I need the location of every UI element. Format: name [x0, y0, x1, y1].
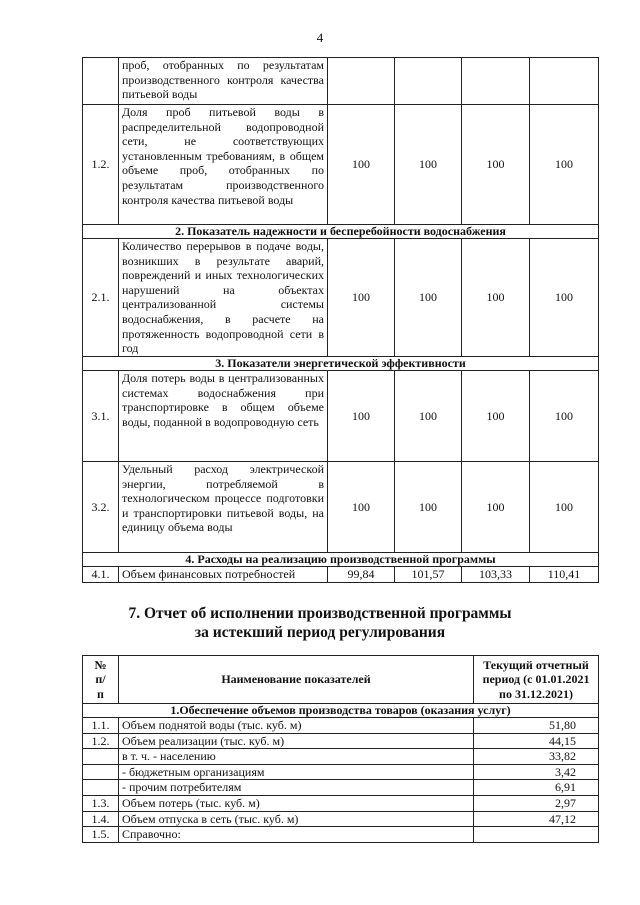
indicator-name: Доля потерь воды в централизованных системах водоснабжения при транспортировке в общем объеме воды, поданной в водопроводную сеть [119, 371, 328, 462]
indicator-name: Объем отпуска в сеть (тыс. куб. м) [119, 811, 474, 827]
value-cell [395, 58, 462, 105]
value-cell: 103,33 [462, 567, 530, 583]
value-cell: 100 [462, 239, 530, 357]
table-row [83, 811, 599, 827]
value-cell: 3,42 [474, 764, 599, 780]
row-number: 3.2. [83, 462, 119, 553]
section-heading: 1.Обеспечение объемов производства товаров (оказания услуг) [83, 704, 599, 718]
value-cell: 6,91 [474, 780, 599, 796]
row-number: 1.2. [83, 733, 119, 749]
header-row [83, 656, 599, 704]
row-number: 1.1. [83, 718, 119, 734]
report-title-line1: 7. Отчет об исполнении производственной программы [128, 605, 512, 622]
table-row [83, 827, 599, 843]
indicator-name: Удельный расход электрической энергии, потребляемой в технологическом процессе подготовки и транспортировки питьевой воды, на единицу объема воды [119, 462, 328, 553]
table-row [83, 749, 599, 765]
value-cell [530, 58, 599, 105]
indicator-name: Справочно: [119, 827, 474, 843]
row-number: 1.2. [83, 105, 119, 225]
value-cell: 100 [328, 371, 395, 462]
header-num: № п/п [83, 656, 119, 704]
section-row [83, 704, 599, 718]
table-row [83, 239, 599, 357]
row-number: 4.1. [83, 567, 119, 583]
value-cell: 33,82 [474, 749, 599, 765]
section-row [83, 553, 599, 567]
value-cell [462, 58, 530, 105]
value-cell: 100 [530, 239, 599, 357]
section-heading: 4. Расходы на реализацию производственной программы [83, 553, 599, 567]
table-row [83, 780, 599, 796]
header-name: Наименование показателей [119, 656, 474, 704]
table-row [83, 567, 599, 583]
report-title-line2: за истекший период регулирования [194, 624, 446, 641]
indicator-name: Количество перерывов в подаче воды, возникших в результате аварий, повреждений и иных технологических нарушений на объектах централизованной системы водоснабжения, в расчете на протяженность водопроводной сети в год [119, 239, 328, 357]
value-cell: 100 [530, 105, 599, 225]
value-cell: 44,15 [474, 733, 599, 749]
value-cell: 100 [395, 462, 462, 553]
table-row [83, 58, 599, 105]
value-cell: 101,57 [395, 567, 462, 583]
row-number [83, 780, 119, 796]
value-cell: 100 [395, 105, 462, 225]
value-cell: 100 [328, 239, 395, 357]
value-cell: 100 [530, 462, 599, 553]
row-number [83, 58, 119, 105]
indicators-table [82, 57, 599, 583]
section-heading: 3. Показатели энергетической эффективности [83, 357, 599, 371]
value-cell: 51,80 [474, 718, 599, 734]
value-cell: 100 [395, 239, 462, 357]
value-cell [328, 58, 395, 105]
value-cell: 100 [462, 462, 530, 553]
value-cell: 100 [395, 371, 462, 462]
page-number: 4 [316, 30, 324, 45]
section-row [83, 357, 599, 371]
report-title [0, 604, 640, 642]
row-number: 2.1. [83, 239, 119, 357]
indicator-name: проб, отобранных по результатам производственного контроля качества питьевой воды [119, 58, 328, 105]
row-number: 1.5. [83, 827, 119, 843]
value-cell: 99,84 [328, 567, 395, 583]
value-cell: 100 [462, 105, 530, 225]
table-row [83, 795, 599, 811]
value-cell [474, 827, 599, 843]
row-number [83, 749, 119, 765]
section-heading: 2. Показатель надежности и бесперебойности водоснабжения [83, 225, 599, 239]
indicator-name: в т. ч. - населению [119, 749, 474, 765]
indicator-name: Доля проб питьевой воды в распределительной водопроводной сети, не соответствующих установленным требованиям, в общем объеме проб, отобранных по результатам производственного контроля качества питьевой воды [119, 105, 328, 225]
row-number: 3.1. [83, 371, 119, 462]
section-row [83, 225, 599, 239]
indicator-name: Объем реализации (тыс. куб. м) [119, 733, 474, 749]
indicator-name: - бюджетным организациям [119, 764, 474, 780]
table-row [83, 462, 599, 553]
indicator-name: Объем потерь (тыс. куб. м) [119, 795, 474, 811]
row-number [83, 764, 119, 780]
value-cell: 47,12 [474, 811, 599, 827]
row-number: 1.4. [83, 811, 119, 827]
row-number: 1.3. [83, 795, 119, 811]
table-row [83, 105, 599, 225]
value-cell: 100 [328, 462, 395, 553]
value-cell: 110,41 [530, 567, 599, 583]
table-row [83, 718, 599, 734]
indicator-name: Объем финансовых потребностей [119, 567, 328, 583]
value-cell: 100 [530, 371, 599, 462]
table-row [83, 733, 599, 749]
header-period: Текущий отчетный период (с 01.01.2021 по 31.12.2021) [474, 656, 599, 704]
table-row [83, 371, 599, 462]
report-table [82, 655, 599, 843]
value-cell: 100 [462, 371, 530, 462]
indicator-name: Объем поднятой воды (тыс. куб. м) [119, 718, 474, 734]
value-cell: 2,97 [474, 795, 599, 811]
table-row [83, 764, 599, 780]
indicator-name: - прочим потребителям [119, 780, 474, 796]
value-cell: 100 [328, 105, 395, 225]
